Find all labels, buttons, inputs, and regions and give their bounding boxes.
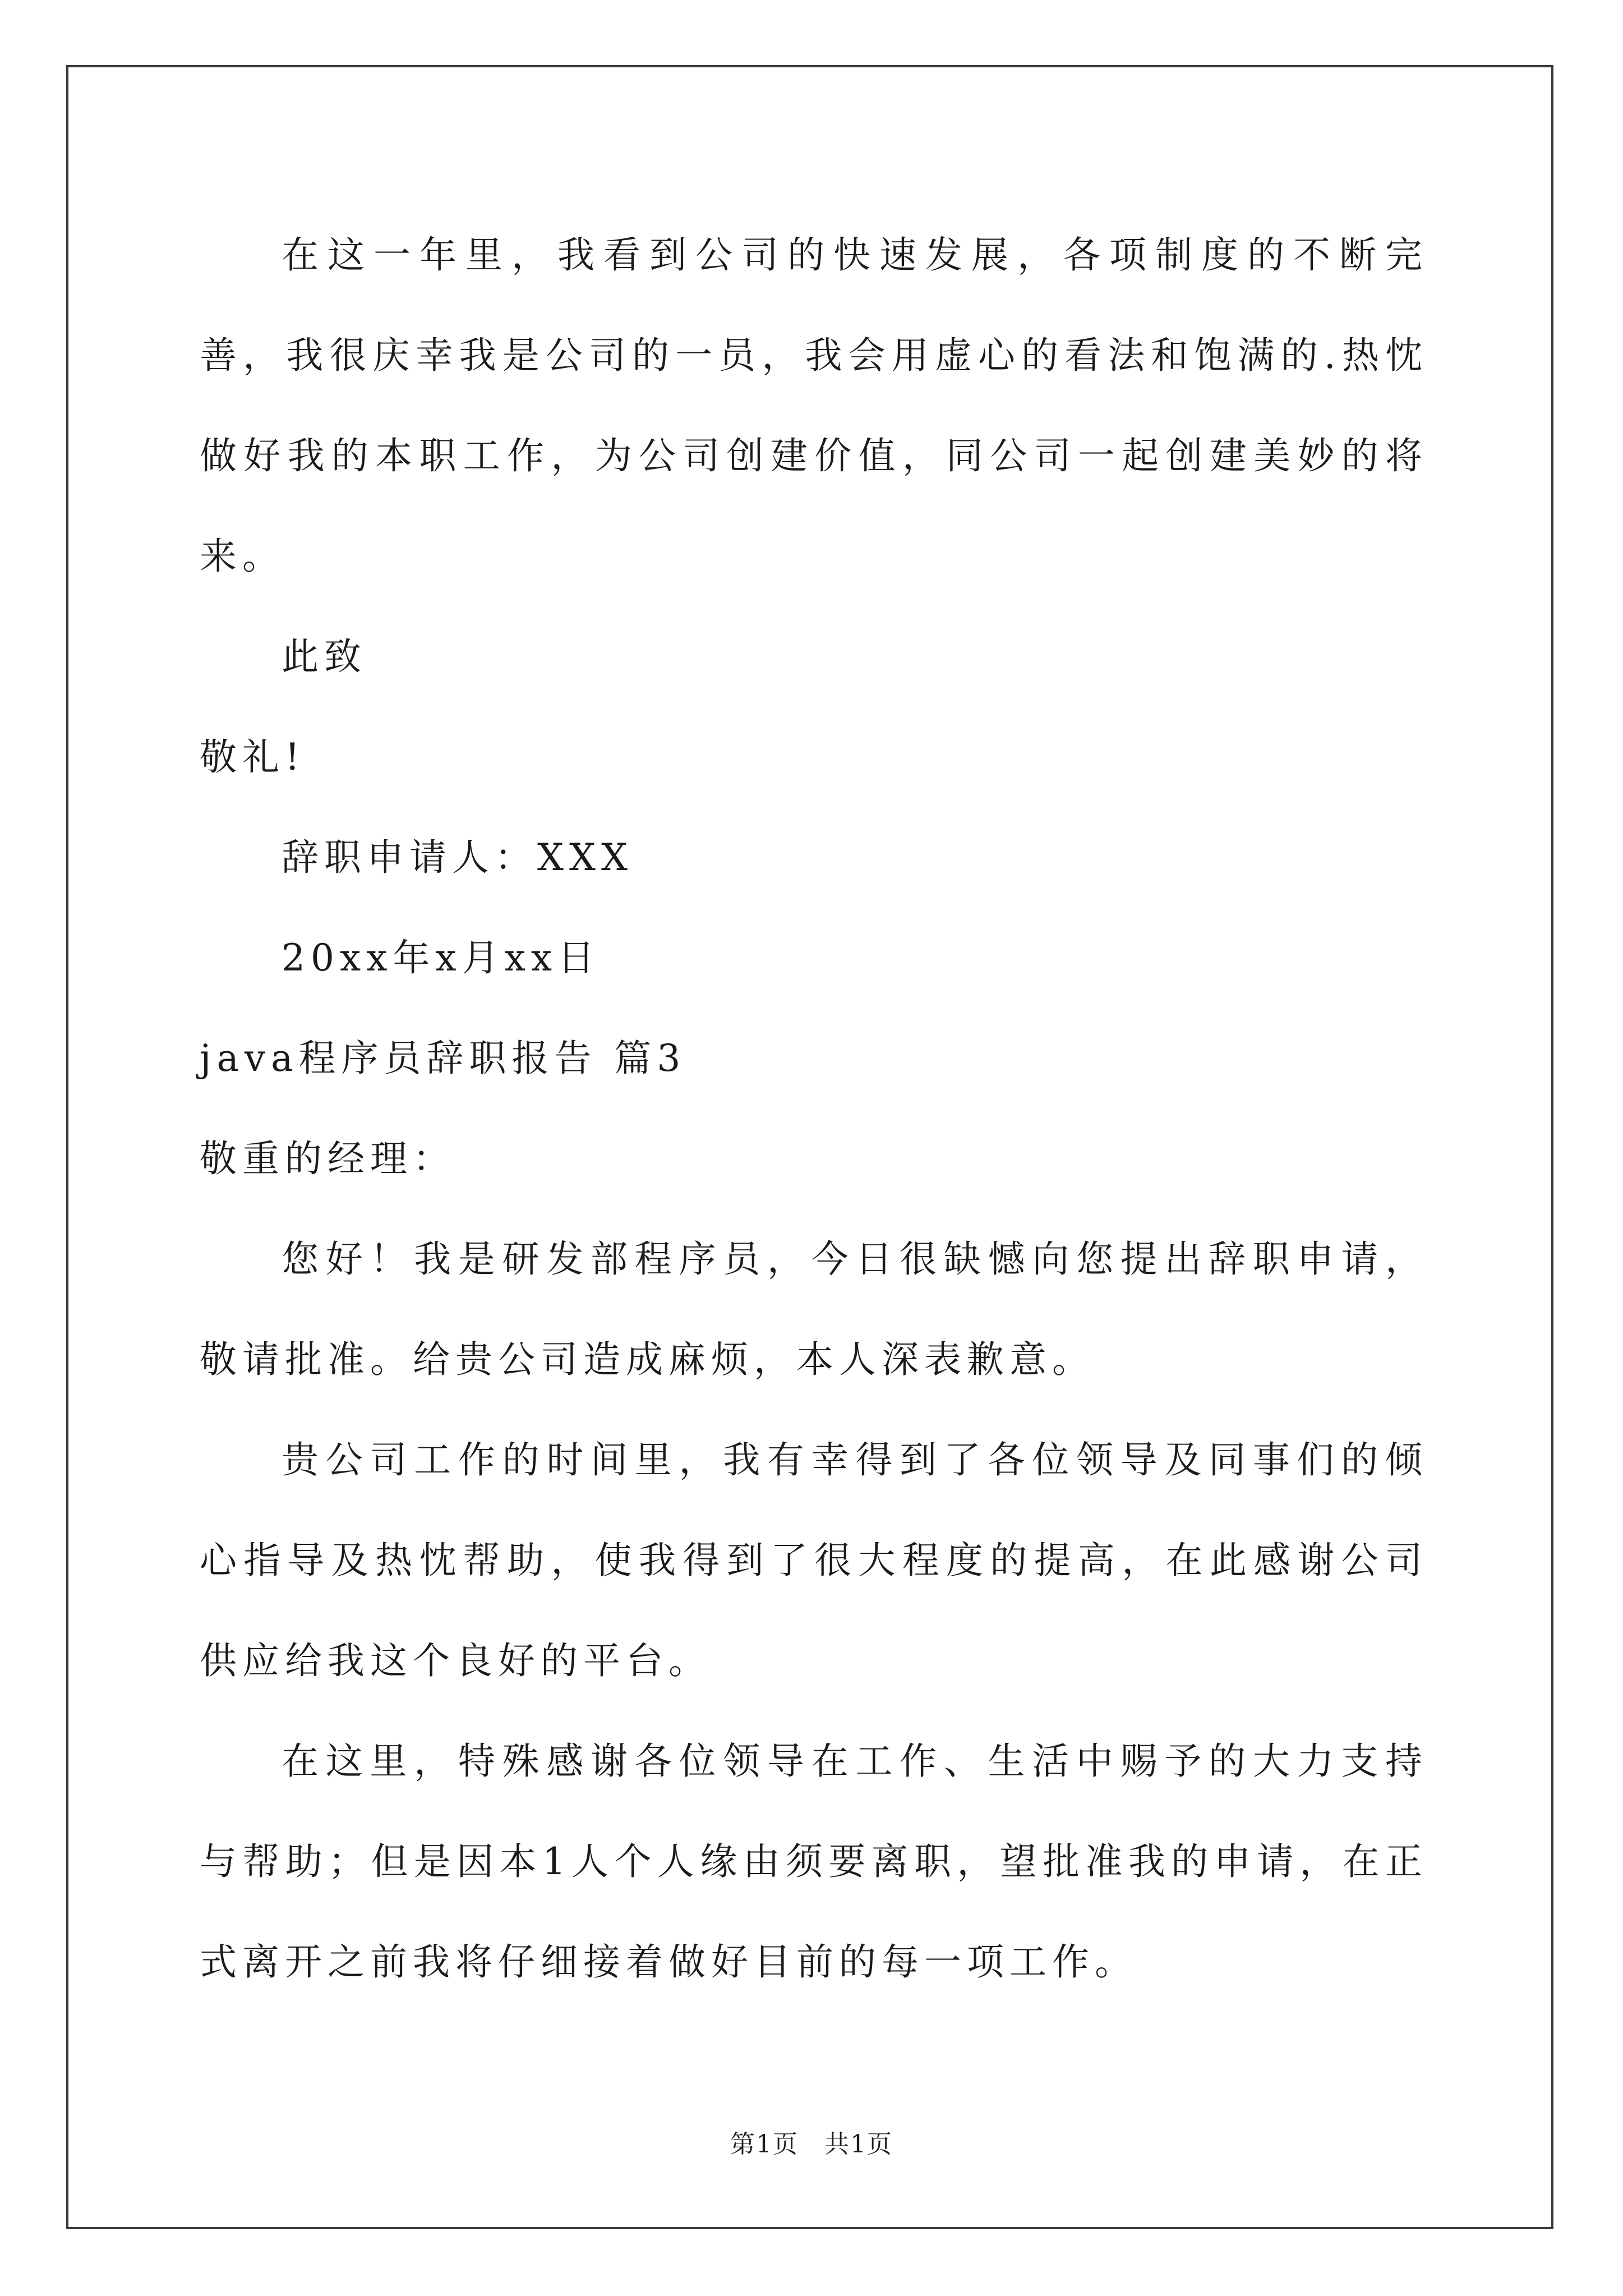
paragraph-3: 贵公司工作的时间里，我有幸得到了各位领导及同事们的倾心指导及热忱帮助，使我得到了很大程度的提高，在此感谢公司供应给我这个良好的平台。 xyxy=(200,1438,1428,1682)
applicant-signature: 辞职申请人：XXX xyxy=(282,836,633,879)
page-number-footer: 第1页 共1页 xyxy=(730,2130,893,2159)
section-heading: java程序员辞职报告 篇3 xyxy=(200,1037,686,1080)
paragraph-4: 在这里，特殊感谢各位领导在工作、生活中赐予的大力支持与帮助；但是因本1人个人缘由须要离职，望批准我的申请，在正式离开之前我将仔细接着做好目前的每一项工作。 xyxy=(200,1740,1428,1984)
closing-respect: 敬礼! xyxy=(200,735,306,779)
closing-salutation: 此致 xyxy=(282,635,367,678)
greeting: 敬重的经理： xyxy=(200,1137,455,1180)
paragraph-2: 您好！我是研发部程序员，今日很缺憾向您提出辞职申请，敬请批准。给贵公司造成麻烦，本人深表歉意。 xyxy=(200,1237,1428,1381)
document-body xyxy=(200,205,1428,2012)
paragraph-1: 在这一年里，我看到公司的快速发展，各项制度的不断完善，我很庆幸我是公司的一员，我会用虚心的看法和饱满的.热忱做好我的本职工作，为公司创建价值，同公司一起创建美妙的将来。 xyxy=(200,233,1428,578)
date-line: 20xx年x月xx日 xyxy=(282,936,601,979)
